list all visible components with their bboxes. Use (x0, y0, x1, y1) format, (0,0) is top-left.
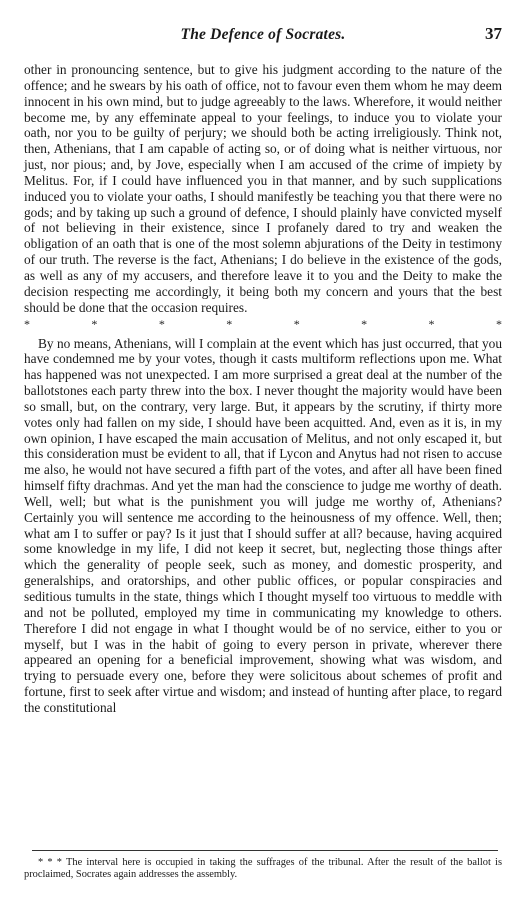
section-break-asterisks (24, 316, 502, 332)
footnote: * * * The interval here is occupied in taking the suffrages of the tribunal. After the result of the ballot is proclaimed, Socrates again addresses the assembly. (24, 857, 502, 880)
asterisk: * (361, 316, 368, 331)
asterisk: * (158, 316, 165, 331)
asterisk: * (293, 316, 300, 331)
body-text (24, 62, 502, 716)
page-header (24, 26, 502, 48)
asterisk: * (495, 316, 502, 331)
book-page (24, 0, 502, 906)
asterisk: * (91, 316, 98, 331)
asterisk: * (428, 316, 435, 331)
footnote-divider (32, 850, 498, 851)
paragraph-1: other in pronouncing sentence, but to give his judgment according to the nature of the offence; and he swears by his oath of office, not to favour even them whom he may deem innocent in his own mind, but to judge agreeably to the laws. Wherefore, it would neither become me, by any effeminate appeal to your feelings, to induce you to violate your oath, nor you to be guilty of perjury; we should both be acting irreligiously. Think not, then, Athenians, that I am capable of acting so, or of doing what is neither virtuous, nor just, nor pious; and, by Jove, especially when I am accused of the crime of impiety by Melitus. For, if I could have influenced you in that manner, and by such supplications induced you to violate your oaths, I should manifestly be teaching you that there were no gods; and by taking up such a ground of defence, I should plainly have convicted myself of not believing in their existence, since I profanely dared to try and weaken the obligation of an oath that is one of the most solemn abjurations of the Deity in testimony of our truth. The reverse is the fact, Athenians; I do believe in the existence of the gods, as well as any of my accusers, and therefore leave it to you and the Deity to make the decision respecting me accordingly, it being both my concern and yours that the best should be done that the occasion requires. (24, 62, 502, 315)
paragraph-2: By no means, Athenians, will I complain at the event which has just occurred, that you have condemned me by your votes, though it casts multiform reflections upon me. What has happened was not unexpected. I am more surprised a great deal at the number of the ballotstones each party threw into the box. I never thought the majority would have been so small, but, on the contrary, very large. But, it appears by the scrutiny, if thirty more votes only had fallen on my side, I should have been acquitted. And, even as it is, in my own opinion, I have escaped the main accusation of Melitus, and not only escaped it, but this consideration must be evident to all, that if Lycon and Anytus had not risen to accuse me also, he would not have secured a fifth part of the votes, and after all have been fined himself fifty drachmas. And yet the man had the conscience to judge me worthy of death. Well, well; but what is the punishment you will judge me worthy of, Athenians? Certainly you will sentence me according to the heinousness of my offence. Well, then; what am I to suffer or pay? Is it just that I should suffer at all? because, having acquired some knowledge in my life, I did not keep it secret, but, neglecting those things after which the generality of people seek, such as money, and domestic prosperity, and generalships, and oratorships, and other public offices, or popular conspiracies and seditious tumults in the state, things which I thought myself too virtuous to meddle with and not be polluted, employed my time in communicating my knowledge to others. Therefore I did not engage in what I thought would be of no service, either to you or myself, but I was in the habit of going to every person in private, wherever there appeared an opening for a beneficial improvement, showing what was wisdom, and trying to persuade every one, before they were solicitous about schemes of profit and fortune, first to seek after virtue and wisdom; and instead of hunting after place, to regard the constitutional (24, 335, 502, 715)
running-title: The Defence of Socrates. (180, 26, 346, 43)
asterisk: * (226, 316, 233, 331)
asterisk: * (24, 316, 30, 331)
page-number: 37 (485, 24, 502, 43)
